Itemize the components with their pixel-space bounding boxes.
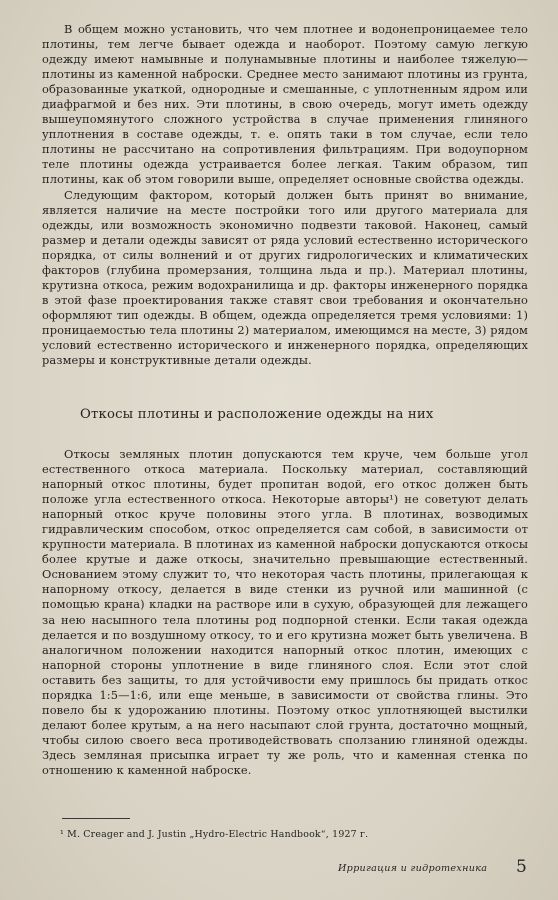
paragraph: Откосы земляных плотин допускаются тем круче, чем больше угол естественного откоса материала. Поскольку материал, составляющий напорный откос плотины, будет пропитан водой, его откос должен быть положе угла естественного откоса. Некоторые авторы¹) не советуют делать напорный откос круче половины этого угла. В плотинах, возводимых гидравлическим способом, откос определяется сам собой, в зависимости от крупности материала. В плотинах из каменной наброски допускаются откосы более крутые и даже откосы, значительно превышающие естественный. Основанием этому служит то, что некоторая часть плотины, прилегающая к напорному откосу, делается в виде стенки из ручной или машинной (с помощью крана) кладки на растворе или в сухую, образующей для лежащего за нею насыпного тела плотины род подпорной стенки. Если такая одежда делается и по воздушному откосу, то и его крутизна может быть увеличена. В аналогичном положении находится напорный откос плотин, имеющих с напорной стороны уплотнение в виде глиняного слоя. Если этот слой оставить без защиты, то для устойчивости ему пришлось бы придать откос порядка 1:5—1:6, или еще меньше, в зависимости от свойства глины. Это повело бы к удорожанию плотины. Поэтому откос уплотняющей выстилки делают более крутым, а на него насыпают слой грунта, достаточно мощный, чтобы силою своего веса противодействовать сползанию глиняной одежды. Здесь земляная присыпка играет ту же роль, что и каменная стенка по отношению к каменной наброске. (42, 447, 528, 777)
body-text-section-2 (42, 447, 528, 778)
footnote: ¹ M. Creager and J. Justin „Hydro-Electric Handbook“, 1927 г. (60, 829, 369, 840)
body-text-section-1 (42, 22, 528, 368)
page-number: 5 (516, 857, 527, 877)
paragraph: В общем можно установить, что чем плотнее и водонепроницаемее тело плотины, тем легче бывает одежда и наоборот. Поэтому самую легкую одежду имеют намывные и полунамывные плотины и наиболее тяжелую—плотины из каменной наброски. Среднее место занимают плотины из грунта, образованные укаткой, однородные и смешанные, с уплотненным ядром или диафрагмой и без них. Эти плотины, в свою очередь, могут иметь одежду вышеупомянутого сложного устройства в случае применения глиняного уплотнения в составе одежды, т. е. опять таки в том случае, если тело плотины не рассчитано на сопротивления фильтрациям. При водоупорном теле плотины одежда устраивается более легкая. Таким образом, тип плотины, как об этом говорили выше, определяет основные свойства одежды. (42, 22, 528, 187)
footnote-rule (62, 818, 130, 819)
section-heading: Откосы плотины и расположение одежды на них (80, 407, 434, 422)
paragraph: Следующим фактором, который должен быть принят во внимание, является наличие на месте постройки того или другого материала для одежды, или возможность экономично подвезти таковой. Наконец, самый размер и детали одежды зависят от ряда условий естественно исторического порядка, от силы волнений и от других гидрологических и климатических факторов (глубина промерзания, толщина льда и пр.). Материал плотины, крутизна откоса, режим водохранилища и др. факторы инженерного порядка в этой фазе проектирования также ставят свои требования и окончательно оформляют тип одежды. В общем, одежда определяется тремя условиями: 1) проницаемостью тела плотины 2) материалом, имеющимся на месте, 3) рядом условий естественно исторического и инженерного порядка, определяющих размеры и конструктивные детали одежды. (42, 187, 528, 368)
running-title: Ирригация и гидротехника (338, 863, 488, 874)
